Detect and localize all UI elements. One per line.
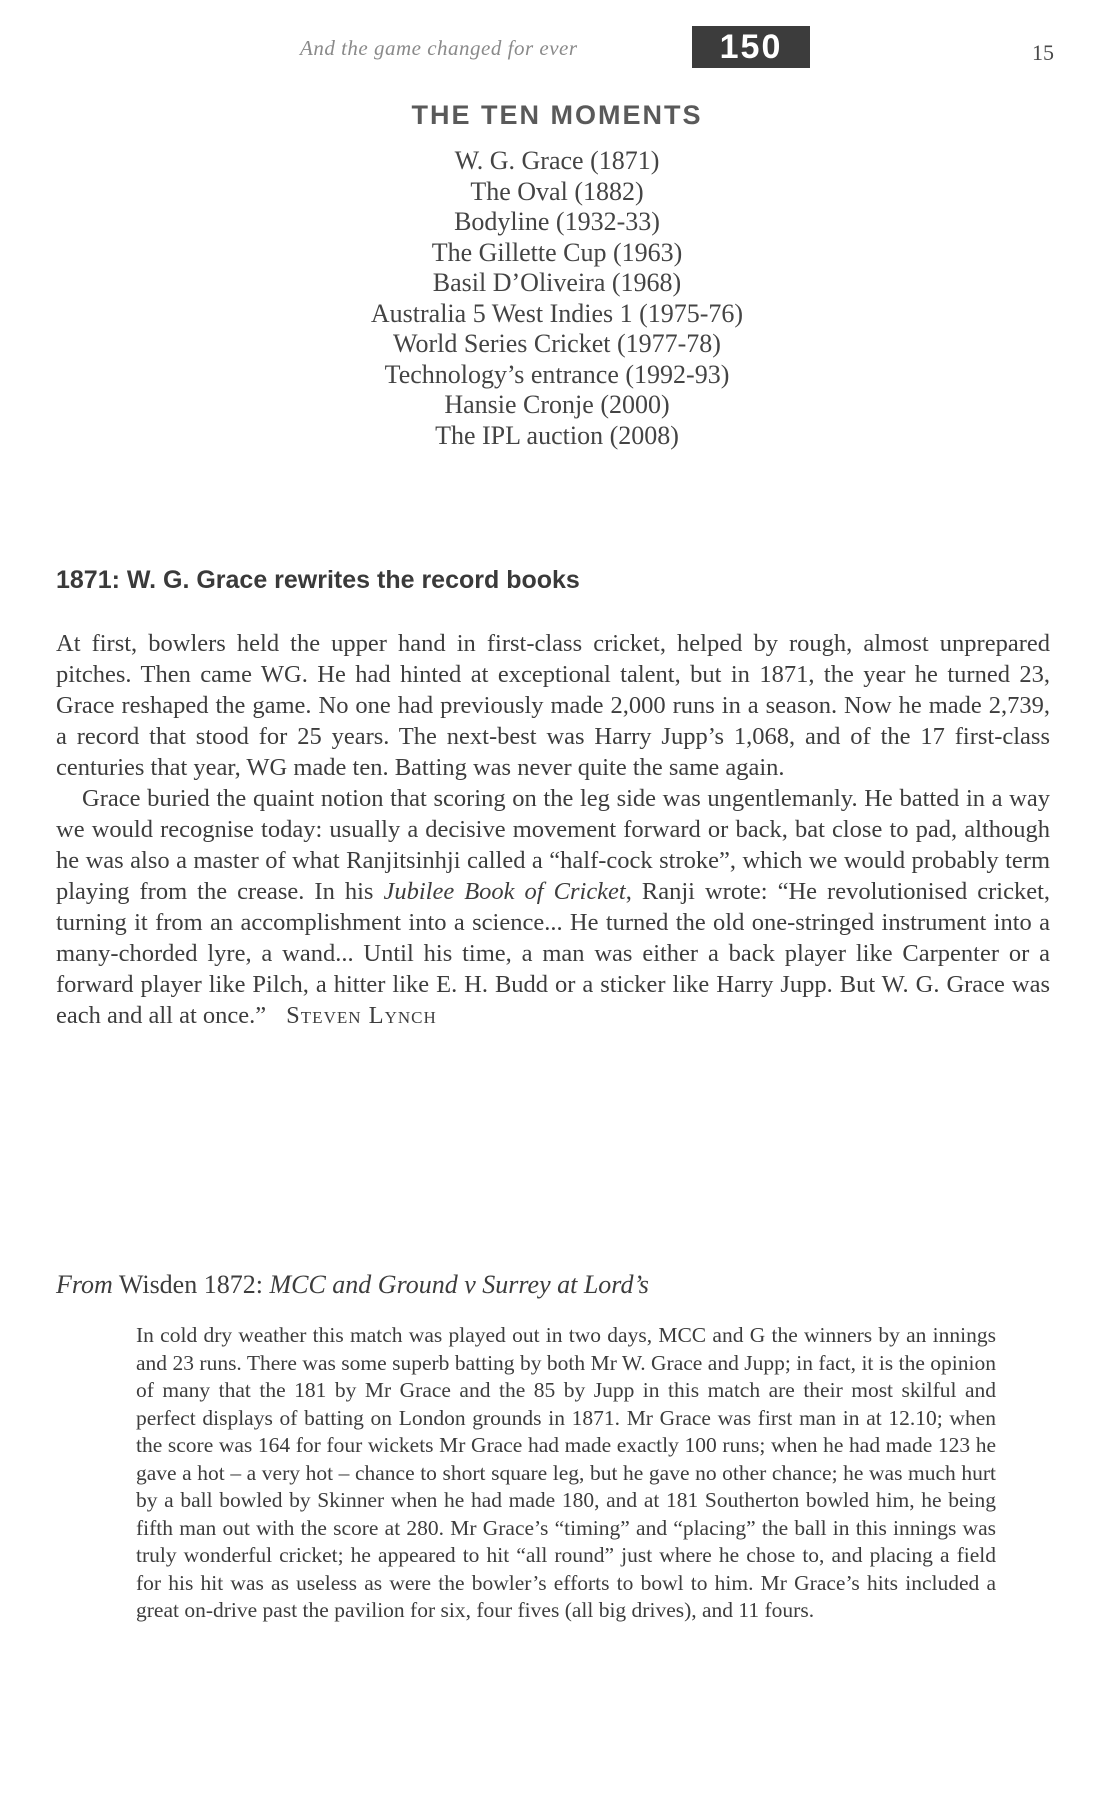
running-head: And the game changed for ever <box>300 36 578 60</box>
moment-item: The Gillette Cup (1963) <box>431 237 683 267</box>
moment-item: Bodyline (1932-33) <box>454 207 660 236</box>
paragraph-2-text-b: , Ranji wrote: “He revolutionised cricket, turning it from an accomplishment into a science... He turned the old one-stringed instrument into a many-chorded lyre, a wand... Until his time, a man was either a back player like Carpenter or a forward player like Pilch, a hitter like E. H. Budd or a sticker like Harry Jupp. But W. G. Grace was each and all at once.” <box>56 878 1050 1029</box>
moment-item: Technology’s entrance (1992-93) <box>384 359 730 389</box>
paragraph-2-text-a: Grace buried the quaint notion that scoring on the leg side was ungentlemanly. He batted in a way we would recognise today: usually a decisive movement forward or back, bat close to pad, although he was also a master of what Ranjitsinhji called a “half-cock stroke”, which we would probably term playing from the crease. In his <box>56 785 1050 905</box>
moment-item: Basil D’Oliveira (1968) <box>432 268 682 297</box>
moment-item: W. G. Grace (1871) <box>454 146 660 175</box>
page-number: 15 <box>1032 40 1054 65</box>
wisden-extract: In cold dry weather this match was played out in two days, MCC and G the winners by an innings and 23 runs. There was some superb batting by both Mr W. Grace and Jupp; in fact, it is the opinion of many that the 181 by Mr Grace and the 85 by Jupp in this match are their most skilful and perfect displays of batting on London grounds in 1871. Mr Grace was first man in at 12.10; when the score was 164 for four wickets Mr Grace had made exactly 100 runs; when he had made 123 he gave a hot – a very hot – chance to short square leg, but he gave no other chance; he was much hurt by a ball bowled by Skinner when he had made 180, and at 181 Southerton bowled him, he being fifth man out with the score at 280. Mr Grace’s “timing” and “placing” the ball in this innings was truly wonderful cricket; he appeared to hit “all round” just where he chose to, and placing a field for his hit was as useless as were the bowler’s efforts to bowl to him. Mr Grace’s hits included a great on-drive past the pavilion for six, four fives (all big drives), and 11 fours. <box>136 1323 996 1622</box>
article-body <box>56 628 1050 1031</box>
moment-item: The IPL auction (2008) <box>435 420 679 450</box>
author-byline: Steven Lynch <box>286 1002 437 1029</box>
wisden-150-logo: 150 <box>692 26 810 68</box>
article-paragraph-2 <box>56 783 1050 1031</box>
moment-item: Australia 5 West Indies 1 (1975-76) <box>370 298 744 328</box>
wisden-source-heading <box>56 1270 1066 1300</box>
section-heading: 1871: W. G. Grace rewrites the record books <box>56 566 580 594</box>
moment-item: The Oval (1882) <box>470 176 644 206</box>
ten-moments-title: THE TEN MOMENTS <box>411 100 703 130</box>
moment-item: World Series Cricket (1977-78) <box>393 329 721 358</box>
match-title: MCC and Ground v Surrey at Lord’s <box>269 1270 649 1299</box>
page-header <box>0 22 1114 74</box>
book-title: Jubilee Book of Cricket <box>383 878 626 905</box>
from-label: From <box>56 1270 113 1299</box>
ten-moments-list <box>0 146 1114 451</box>
moment-item: Hansie Cronje (2000) <box>444 390 670 419</box>
article-paragraph-1: At first, bowlers held the upper hand in first-class cricket, helped by rough, almost unprepared pitches. Then came WG. He had hinted at exceptional talent, but in 1871, the year he turned 23, Grace reshaped the game. No one had previously made 2,000 runs in a season. Now he made 2,739, a record that stood for 25 years. The next-best was Harry Jupp’s 1,068, and of the 17 first-class centuries that year, WG made ten. Batting was never quite the same again. <box>56 630 1050 781</box>
wisden-source: Wisden 1872: <box>118 1270 263 1299</box>
